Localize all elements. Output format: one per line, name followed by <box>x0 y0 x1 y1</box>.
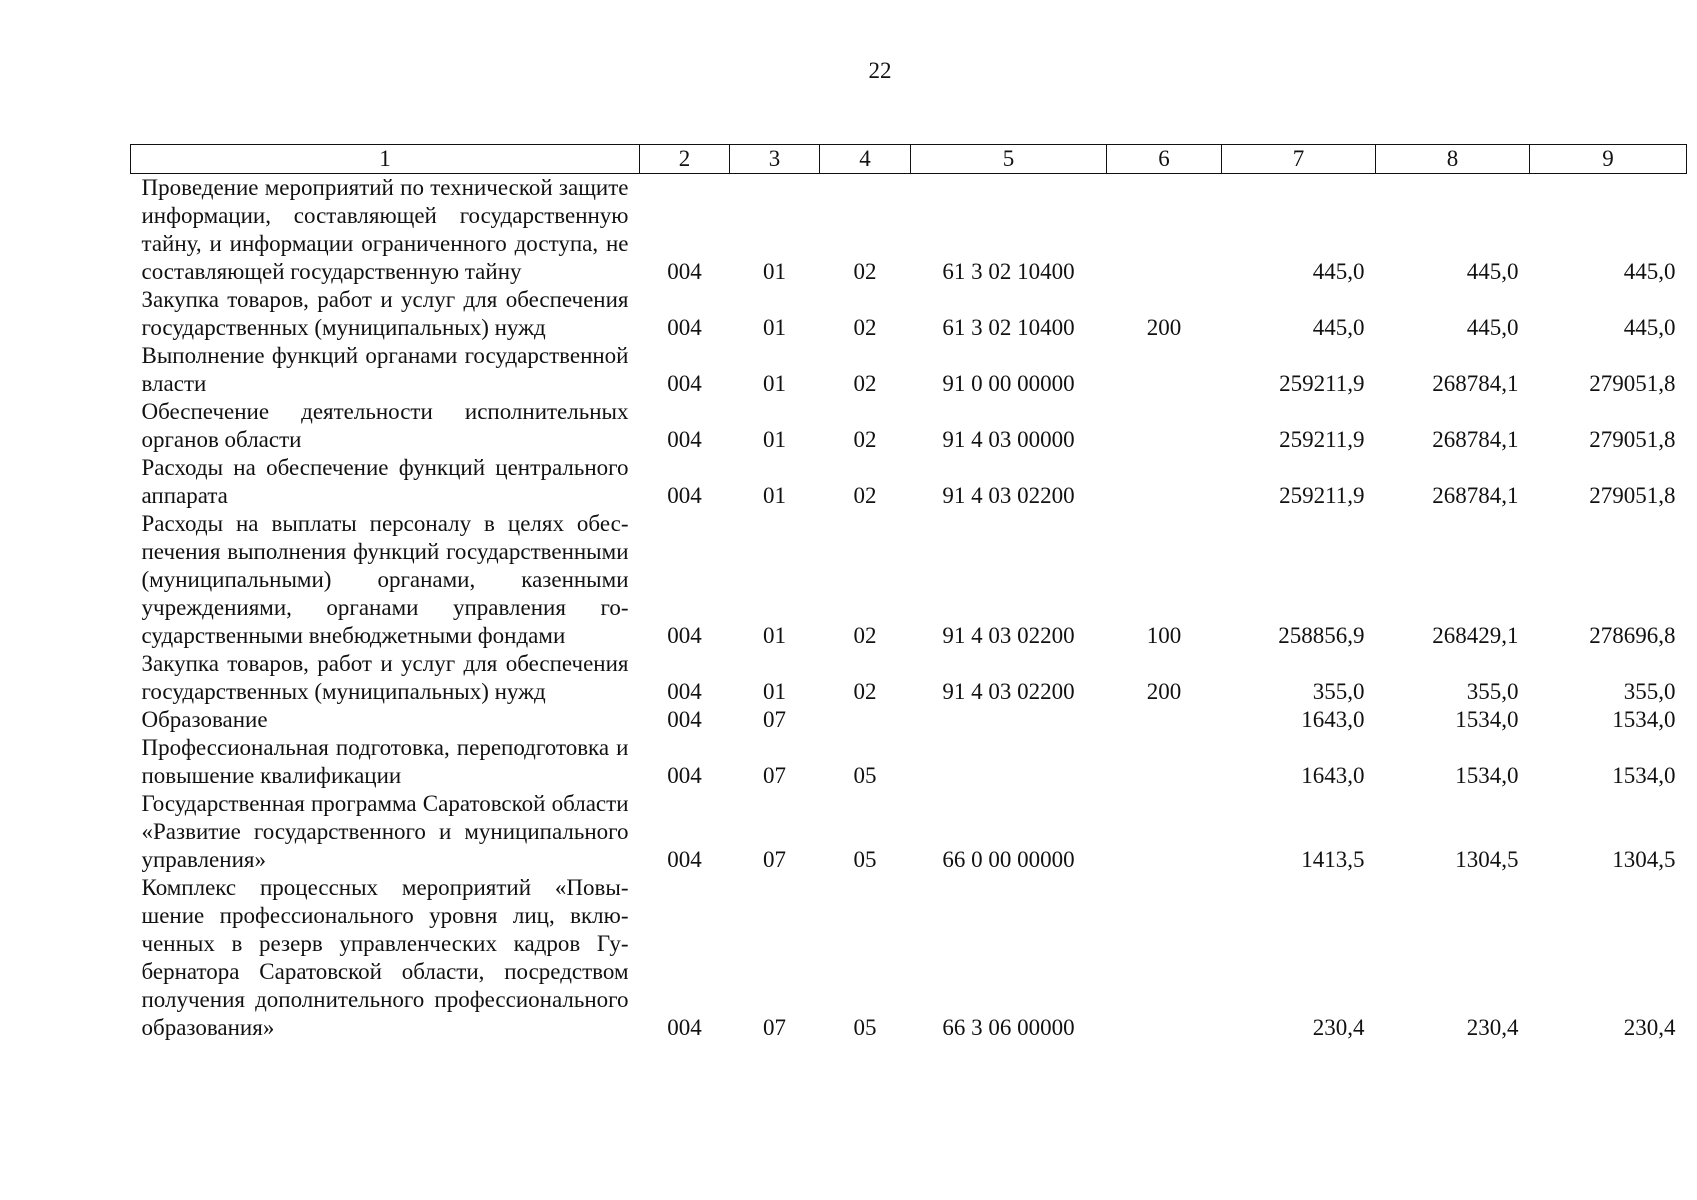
cell-expense-type <box>1107 454 1222 510</box>
row-name: Расходы на выплаты персоналу в целях обеспечения выполнения функций государственными (муниципальными) органами, казенными учреждениями, органами управления государственными внебюджетными фондами <box>141 511 629 648</box>
column-header: 3 <box>730 145 820 174</box>
cell-subsection-code: 05 <box>853 1015 877 1040</box>
cell-subsection-code: 02 <box>853 483 877 508</box>
cell-section-code: 01 <box>763 315 786 340</box>
cell-amount-col8: 268784,1 <box>1432 371 1519 396</box>
cell-amount-col8: 1304,5 <box>1455 847 1519 872</box>
cell-section-code: 07 <box>763 707 786 732</box>
cell-target-code: 61 3 02 10400 <box>942 315 1075 340</box>
cell-amount-col7: 355,0 <box>1312 679 1365 704</box>
cell-amount-col9: 445,0 <box>1623 315 1676 340</box>
cell-amount-col9: 1534,0 <box>1612 763 1676 788</box>
table-row <box>131 510 1687 650</box>
cell-subsection-code: 02 <box>853 259 877 284</box>
cell-section-code: 07 <box>763 1015 786 1040</box>
cell-ministry-code: 004 <box>667 371 702 396</box>
column-header: 4 <box>820 145 911 174</box>
cell-subsection-code: 02 <box>853 315 877 340</box>
row-name: Выполнение функций органами государственной власти <box>141 343 629 396</box>
cell-subsection-code: 02 <box>853 679 877 704</box>
cell-target-code: 91 0 00 00000 <box>942 371 1075 396</box>
cell-amount-col7: 230,4 <box>1312 1015 1365 1040</box>
cell-ministry-code: 004 <box>667 847 702 872</box>
cell-amount-col7: 445,0 <box>1312 315 1365 340</box>
cell-target-code: 91 4 03 00000 <box>942 427 1075 452</box>
cell-expense-type <box>1107 874 1222 1042</box>
cell-target-code <box>911 706 1107 734</box>
row-name: Комплекс процессных мероприятий «Повышение профессионального уровня лиц, включенных в резерв управленческих кадров Губернатора Саратовской области, посредством получения дополнительного профессионального образования» <box>141 875 629 1040</box>
cell-amount-col7: 259211,9 <box>1279 427 1365 452</box>
cell-subsection-code: 05 <box>853 847 877 872</box>
cell-expense-type <box>1107 706 1222 734</box>
cell-amount-col8: 1534,0 <box>1455 707 1519 732</box>
column-header: 2 <box>640 145 730 174</box>
cell-amount-col9: 230,4 <box>1623 1015 1676 1040</box>
cell-target-code: 66 3 06 00000 <box>942 1015 1075 1040</box>
cell-section-code: 01 <box>763 679 786 704</box>
cell-amount-col8: 230,4 <box>1466 1015 1519 1040</box>
cell-ministry-code: 004 <box>667 427 702 452</box>
cell-subsection-code: 05 <box>853 763 877 788</box>
cell-subsection-code: 02 <box>853 427 877 452</box>
cell-target-code: 61 3 02 10400 <box>942 259 1075 284</box>
table-row <box>131 398 1687 454</box>
cell-amount-col7: 259211,9 <box>1279 371 1365 396</box>
column-header: 9 <box>1530 145 1687 174</box>
cell-amount-col8: 268784,1 <box>1432 483 1519 508</box>
cell-amount-col7: 1413,5 <box>1301 847 1365 872</box>
row-name: Государственная программа Саратовской области «Развитие государственного и муниципального управления» <box>141 791 629 872</box>
cell-ministry-code: 004 <box>667 259 702 284</box>
cell-section-code: 01 <box>763 623 786 648</box>
row-name: Профессиональная подготовка, переподготовка и повышение квалификации <box>141 735 629 788</box>
cell-subsection-code <box>820 706 911 734</box>
budget-table <box>130 144 1687 1042</box>
column-number-row <box>131 145 1687 174</box>
cell-amount-col9: 1304,5 <box>1612 847 1676 872</box>
row-name: Закупка товаров, работ и услуг для обеспечения государственных (муниципальных) нужд <box>141 287 629 340</box>
cell-amount-col7: 1643,0 <box>1301 763 1365 788</box>
table-row <box>131 874 1687 1042</box>
cell-section-code: 01 <box>763 483 786 508</box>
cell-expense-type: 200 <box>1146 315 1182 340</box>
cell-amount-col9: 355,0 <box>1623 679 1676 704</box>
cell-ministry-code: 004 <box>667 763 702 788</box>
table-row <box>131 342 1687 398</box>
cell-amount-col8: 445,0 <box>1466 259 1519 284</box>
cell-target-code: 91 4 03 02200 <box>942 623 1075 648</box>
cell-ministry-code: 004 <box>667 707 702 732</box>
table-row <box>131 790 1687 874</box>
table-row <box>131 286 1687 342</box>
cell-section-code: 07 <box>763 763 786 788</box>
cell-section-code: 01 <box>763 371 786 396</box>
cell-ministry-code: 004 <box>667 315 702 340</box>
column-header: 1 <box>131 145 640 174</box>
cell-ministry-code: 004 <box>667 483 702 508</box>
table-row <box>131 174 1687 287</box>
cell-amount-col7: 258856,9 <box>1278 623 1365 648</box>
table-row <box>131 650 1687 706</box>
cell-amount-col8: 1534,0 <box>1455 763 1519 788</box>
cell-section-code: 01 <box>763 259 786 284</box>
row-name: Расходы на обеспечение функций центрального аппарата <box>141 455 629 508</box>
cell-target-code: 66 0 00 00000 <box>942 847 1075 872</box>
cell-expense-type: 200 <box>1146 679 1182 704</box>
cell-amount-col9: 279051,8 <box>1589 371 1676 396</box>
cell-expense-type <box>1107 342 1222 398</box>
cell-amount-col7: 259211,9 <box>1279 483 1365 508</box>
column-header: 8 <box>1376 145 1530 174</box>
cell-ministry-code: 004 <box>667 1015 702 1040</box>
table-row <box>131 706 1687 734</box>
cell-amount-col9: 279051,8 <box>1589 483 1676 508</box>
cell-target-code <box>911 734 1107 790</box>
cell-section-code: 01 <box>763 427 786 452</box>
cell-expense-type: 100 <box>1146 623 1182 648</box>
row-name: Проведение мероприятий по технической защите информации, составляющей государственную тайну, и информации ограниченного доступа, не составляющей государственную тайну <box>141 175 629 284</box>
cell-expense-type <box>1107 790 1222 874</box>
cell-subsection-code: 02 <box>853 371 877 396</box>
cell-amount-col9: 1534,0 <box>1612 707 1676 732</box>
cell-ministry-code: 004 <box>667 679 702 704</box>
cell-amount-col8: 268429,1 <box>1432 623 1519 648</box>
column-header: 7 <box>1222 145 1376 174</box>
cell-expense-type <box>1107 734 1222 790</box>
cell-target-code: 91 4 03 02200 <box>942 679 1075 704</box>
cell-amount-col8: 445,0 <box>1466 315 1519 340</box>
row-name: Образование <box>141 707 268 732</box>
cell-amount-col7: 1643,0 <box>1301 707 1365 732</box>
column-header: 6 <box>1107 145 1222 174</box>
row-name: Обеспечение деятельности исполнительных органов области <box>141 399 629 452</box>
row-name: Закупка товаров, работ и услуг для обеспечения государственных (муниципальных) нужд <box>141 651 629 704</box>
cell-amount-col8: 355,0 <box>1466 679 1519 704</box>
cell-amount-col7: 445,0 <box>1312 259 1365 284</box>
cell-expense-type <box>1107 174 1222 287</box>
cell-amount-col9: 279051,8 <box>1589 427 1676 452</box>
cell-amount-col9: 445,0 <box>1623 259 1676 284</box>
page-number: 22 <box>868 58 892 83</box>
table-row <box>131 454 1687 510</box>
cell-amount-col9: 278696,8 <box>1589 623 1676 648</box>
cell-subsection-code: 02 <box>853 623 877 648</box>
cell-amount-col8: 268784,1 <box>1432 427 1519 452</box>
cell-expense-type <box>1107 398 1222 454</box>
cell-target-code: 91 4 03 02200 <box>942 483 1075 508</box>
table-row <box>131 734 1687 790</box>
column-header: 5 <box>911 145 1107 174</box>
cell-section-code: 07 <box>763 847 786 872</box>
cell-ministry-code: 004 <box>667 623 702 648</box>
